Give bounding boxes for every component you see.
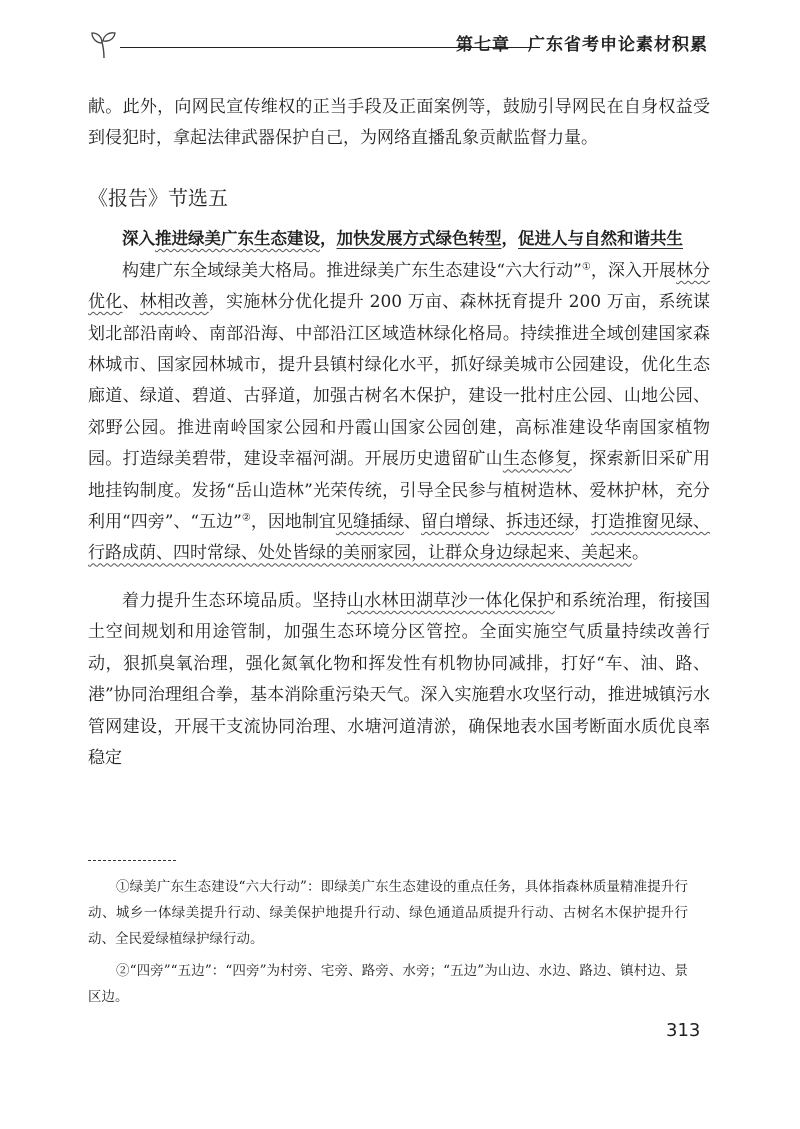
page-number: 313 [666, 1020, 701, 1041]
footnote-divider [88, 860, 176, 861]
body-paragraph-2: 着力提升生态环境品质。坚持山水林田湖草沙一体化保护和系统治理，衔接国土空间规划和用途管制，加强生态环境分区管控。全面实施空气质量持续改善行动，狠抓臭氧治理，强化氮氧化物和挥发性有机物协同减排，打好“车、油、路、港”协同治理组合拳，基本消除重污染天气。深入实施碧水攻坚行动，推进城镇污水管网建设，开展干支流协同治理、水塘河道清淤，确保地表水国考断面水质优良率稳定 [88, 590, 711, 768]
intro-paragraph: 献。此外，向网民宣传维权的正当手段及正面案例等，鼓励引导网民在自身权益受到侵犯时，拿起法律武器保护自己，为网络直播乱象贡献监督力量。 [88, 97, 710, 149]
section-subtitle: 深入推进绿美广东生态建设，加快发展方式绿色转型，促进人与自然和谐共生 [122, 228, 683, 248]
header-text [456, 30, 708, 55]
body-paragraph-1: 构建广东全域绿美大格局。推进绿美广东生态建设“六大行动”①，深入开展林分优化、林相改善，实施林分优化提升 200 万亩、森林抚育提升 200 万亩，系统谋划北部沿南岭、南部沿海、中部沿江区域造林绿化格局。持续推进全域创建国家森林城市、国家园林城市，提升县镇村绿化水平，抓好绿美城市公园建设，优化生态廊道、绿道、碧道、古驿道，加强古树名木保护，建设一批村庄公园、山地公园、郊野公园。推进南岭国家公园和丹霞山国家公园创建，高标准建设华南国家植物园。打造绿美碧带，建设幸福河湖。开展历史遗留矿山生态修复，探索新旧采矿用地挂钩制度。发扬“岳山造林”光荣传统，引导全民参与植树造林、爱林护林，充分利用“四旁”、“五边”②，因地制宜见缝插绿、留白增绿、拆违还绿，打造推窗见绿、行路成荫、四时常绿、处处皆绿的美丽家园，让群众身边绿起来、美起来。 [88, 260, 711, 564]
running-header [88, 28, 708, 62]
sprout-icon [88, 28, 120, 60]
chapter-title: 广东省考申论素材积累 [528, 35, 708, 55]
section-title: 《报告》节选五 [88, 185, 228, 210]
chapter-label: 第七章 [456, 35, 510, 55]
footnote-ref-2: ② [241, 512, 251, 524]
footnote-2: ②“四旁”“五边”：“四旁”为村旁、宅旁、路旁、水旁；“五边”为山边、水边、路边、镇村边、景区边。 [88, 963, 688, 1005]
footnotes [88, 874, 688, 1010]
footnote-ref-1: ① [581, 261, 591, 273]
page-body [88, 92, 710, 774]
footnote-1: ①绿美广东生态建设“六大行动”：即绿美广东生态建设的重点任务，具体指森林质量精准提升行动、城乡一体绿美提升行动、绿美保护地提升行动、绿色通道品质提升行动、古树名木保护提升行动、全民爱绿植绿护绿行动。 [88, 879, 688, 947]
